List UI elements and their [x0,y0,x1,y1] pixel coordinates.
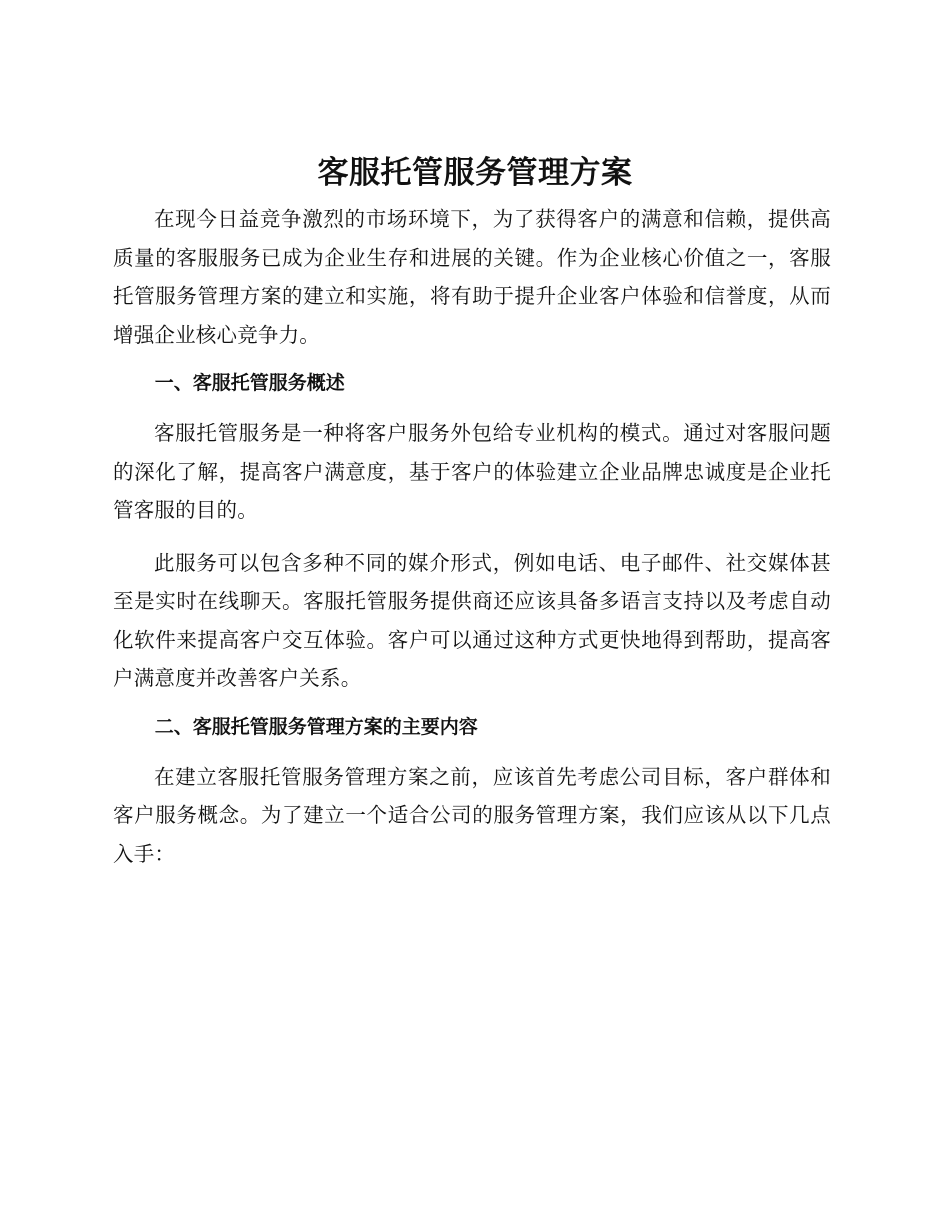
section-1-paragraph-1: 客服托管服务是一种将客户服务外包给专业机构的模式。通过对客服问题的深化了解，提高客户满意度，基于客户的体验建立企业品牌忠诚度是企业托管客服的目的。 [113,421,831,522]
spacer [113,530,831,544]
spacer [113,402,831,414]
section-2-paragraph-1: 在建立客服托管服务管理方案之前，应该首先考虑公司目标，客户群体和客户服务概念。为了建立一个适合公司的服务管理方案，我们应该从以下几点入手： [113,764,831,866]
section-2-heading: 二、客服托管服务管理方案的主要内容 [154,715,478,738]
spacer [113,746,831,758]
section-1-paragraph-2: 此服务可以包含多种不同的媒介形式，例如电话、电子邮件、社交媒体甚至是实时在线聊天。客服托管服务提供商还应该具备多语言支持以及考虑自动化软件来提高客户交互体验。客户可以通过这种方式更快地得到帮助，提高客户满意度并改善客户关系。 [113,550,831,690]
spacer [113,354,831,364]
spacer [113,698,831,708]
document-title: 客服托管服务管理方案 [317,155,633,191]
document-body [113,200,831,873]
intro-paragraph: 在现今日益竞争激烈的市场环境下，为了获得客户的满意和信赖，提供高质量的客服服务已成为企业生存和进展的关键。作为企业核心价值之一，客服托管服务管理方案的建立和实施，将有助于提升企业客户体验和信誉度，从而增强企业核心竞争力。 [113,207,831,347]
section-1-heading: 一、客服托管服务概述 [154,372,345,394]
